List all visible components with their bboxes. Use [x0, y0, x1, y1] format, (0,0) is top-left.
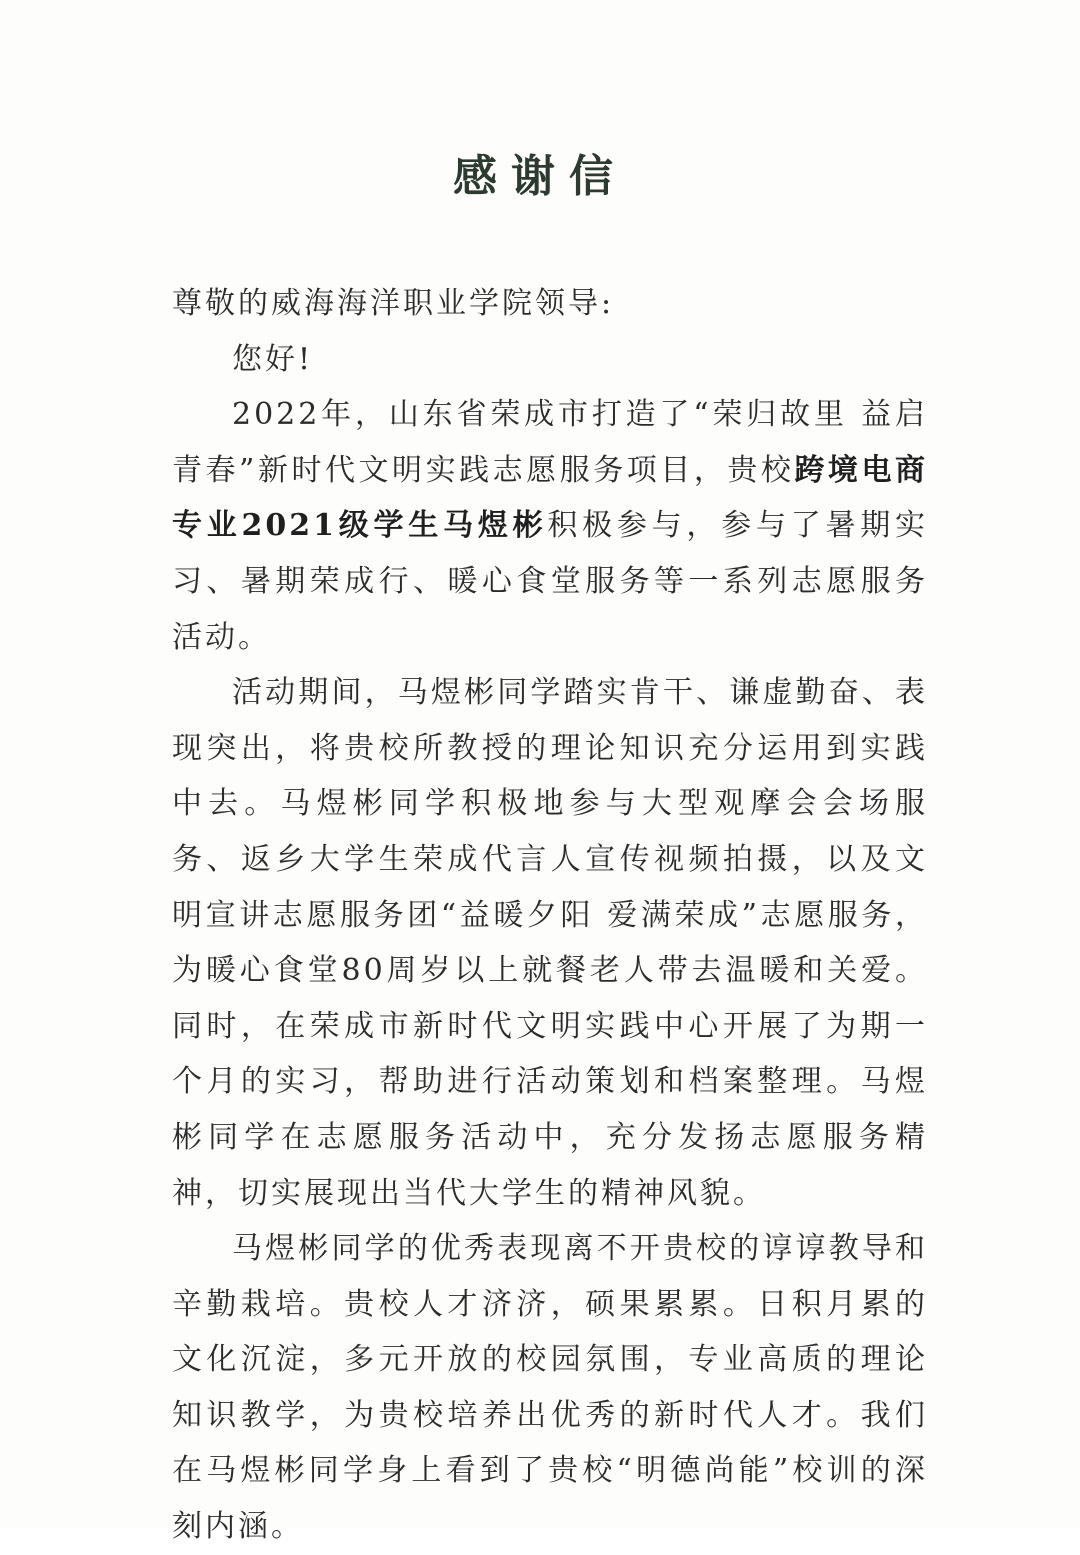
salutation: 尊敬的威海海洋职业学院领导:	[172, 286, 615, 321]
paragraph-1-text-a: 2022年，山东省荣成市打造了“荣归故里 益启青春”新时代文明实践志愿服务项目，贵校	[172, 397, 928, 488]
student-highlight: 跨境电商专业2021级学生马煜彬	[172, 452, 928, 544]
paragraph-3: 马煜彬同学的优秀表现离不开贵校的谆谆教导和辛勤栽培。贵校人才济济，硕果累累。日积月累的文化沉淀，多元开放的校园氛围，专业高质的理论知识教学，为贵校培养出优秀的新时代人才。我们在马煜彬同学身上看到了贵校“明德尚能”校训的深刻内涵。	[172, 1231, 928, 1545]
letter-title: 感谢信	[453, 151, 627, 202]
paragraph-1	[172, 387, 928, 665]
paragraph-1-text-b: 积极参与，参与了暑期实习、暑期荣成行、暖心食堂服务等一系列志愿服务活动。	[172, 508, 929, 655]
greeting: 您好!	[232, 341, 314, 377]
paragraph-2: 活动期间，马煜彬同学踏实肯干、谦虚勤奋、表现突出，将贵校所教授的理论知识充分运用到实践中去。马煜彬同学积极地参与大型观摩会会场服务、返乡大学生荣成代言人宣传视频拍摄，以及文明宣讲志愿服务团“益暖夕阳 爱满荣成”志愿服务，为暖心食堂80周岁以上就餐老人带去温暖和关爱。同时，在荣成市新时代文明实践中心开展了为期一个月的实习，帮助进行活动策划和档案整理。马煜彬同学在志愿服务活动中，充分发扬志愿服务精神，切实展现出当代大学生的精神风貌。	[172, 675, 928, 1211]
letter-body	[172, 276, 928, 1555]
